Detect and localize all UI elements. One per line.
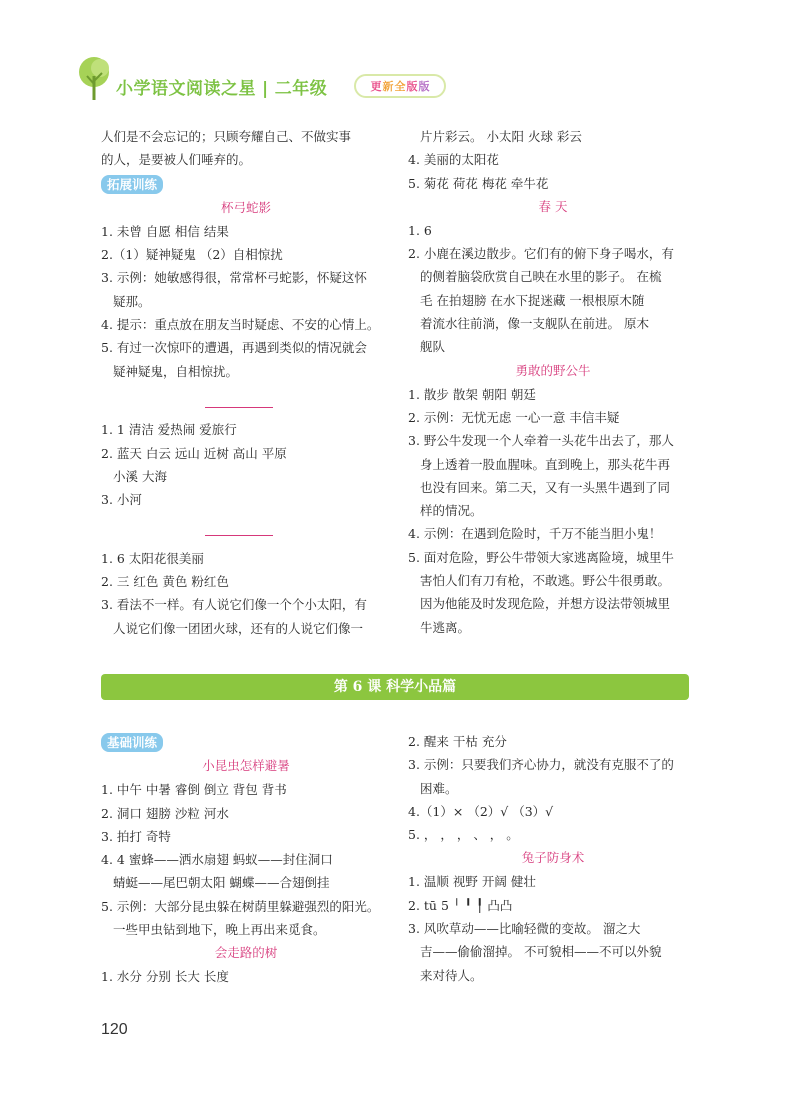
answer-line: 3. 看法不一样。有人说它们像一个个小太阳，有 <box>101 597 367 613</box>
right-column-bottom <box>408 730 698 987</box>
story-title: 春 天 <box>538 198 568 214</box>
book-title: 小学语文阅读之星 | 二年级 <box>116 79 328 99</box>
story-title: 兔子防身术 <box>521 850 585 866</box>
left-column <box>101 125 391 640</box>
answer-line: 2. 蓝天 白云 远山 近树 高山 平原 <box>101 445 287 461</box>
answer-line: 1. 中午 中暑 睿倒 倒立 背包 背书 <box>101 782 287 798</box>
title-rule <box>101 523 391 546</box>
answer-line: 3. 拍打 奇特 <box>101 828 171 844</box>
answer-line: 5. 菊花 荷花 梅花 牵牛花 <box>408 175 549 191</box>
answer-line: 蜻蜓——尾巴朝太阳 蝴蝶——合翅倒挂 <box>113 875 330 891</box>
title-rule <box>101 395 391 418</box>
right-column <box>408 125 698 639</box>
answer-line: 3. 野公牛发现一个人牵着一头花牛出去了，那人 <box>408 433 674 449</box>
section-heading: 基础训练 <box>101 733 163 752</box>
answer-line: 5. 示例：大部分昆虫躲在树荫里躲避强烈的阳光。 <box>101 898 380 914</box>
answer-line: 2. 示例：无忧无虑 一心一意 丰信丰疑 <box>408 409 620 425</box>
answer-line: 1. 温顺 视野 开阔 健壮 <box>408 874 536 890</box>
answer-line: 1. 散步 散架 朝阳 朝廷 <box>408 386 536 402</box>
answer-line: 的侧着脑袋欣赏自己映在水里的影子。 在梳 <box>420 269 662 285</box>
answer-line: 身上透着一股血腥味。直到晚上，那头花牛再 <box>420 456 671 472</box>
answer-line: 5. 有过一次惊吓的遭遇，再遇到类似的情况就会 <box>101 340 367 356</box>
answer-line: 一些甲虫钻到地下，晚上再出来觅食。 <box>113 922 326 938</box>
answer-line: 3. 小河 <box>101 492 142 508</box>
page-number: 120 <box>101 1021 128 1038</box>
answer-line: 2. 洞口 翅膀 沙粒 河水 <box>101 805 229 821</box>
answer-line: 2. 三 红色 黄色 粉红色 <box>101 574 229 590</box>
answer-line: 片片彩云。 小太阳 火球 彩云 <box>420 129 582 144</box>
story-title: 杯弓蛇影 <box>220 199 271 215</box>
answer-line: 也没有回来。第二天，又有一头黑牛遇到了同 <box>420 479 671 495</box>
answer-line: 害怕人们有刀有枪，不敢逃。野公牛很勇敢。 <box>420 573 671 589</box>
story-title: 小昆虫怎样避暑 <box>202 758 290 774</box>
text-line: 人们是不会忘记的；只顾夸耀自己、不做实事 <box>101 129 352 144</box>
answer-line: 舰队 <box>420 339 446 355</box>
answer-line: 1. 6 太阳花很美丽 <box>101 550 204 566</box>
answer-line: 3. 风吹草动——比喻轻微的变故。 溜之大 <box>408 921 641 937</box>
answer-line: 疑神疑鬼，自相惊扰。 <box>113 363 239 379</box>
text-line: 的人，是要被人们唾弃的。 <box>101 152 252 168</box>
answer-line: 5. ， ， ， 、 ， 。 <box>408 827 519 843</box>
answer-line: 4. 示例：在遇到危险时，千万不能当胆小鬼！ <box>408 526 662 542</box>
answer-line: 1. 6 <box>408 222 432 238</box>
story-title: 会走路的树 <box>214 945 278 961</box>
story-title: 勇敢的野公牛 <box>515 362 591 378</box>
answer-line: 5. 面对危险，野公牛带领大家逃离险境，城里牛 <box>408 549 674 565</box>
answer-line: 1. 未曾 自愿 相信 结果 <box>101 223 229 239</box>
left-column-bottom <box>101 730 391 989</box>
answer-line: 样的情况。 <box>420 503 483 519</box>
answer-line: 2. 醒来 干枯 充分 <box>408 734 507 749</box>
edition-badge: 更 新 全 版 版 <box>354 74 446 98</box>
answer-line: 吉——偷偷溜掉。 不可貌相——不可以外貌 <box>420 944 662 960</box>
answer-line: 小溪 大海 <box>113 468 167 484</box>
answer-line: 4. 4 蜜蜂——洒水扇翅 蚂蚁——封住洞口 <box>101 852 333 868</box>
answer-line: 毛 在拍翅膀 在水下捉迷藏 一根根原木随 <box>420 292 645 308</box>
answer-line: 困难。 <box>420 780 458 796</box>
answer-line: 着流水往前淌，像一支舰队在前进。 原木 <box>420 316 649 332</box>
answer-line: 4.（1）× （2）√ （3）√ <box>408 803 554 819</box>
answer-line: 1. 1 清洁 爱热闹 爱旅行 <box>101 422 237 438</box>
answer-line: 2. 小鹿在溪边散步。它们有的俯下身子喝水，有 <box>408 246 674 262</box>
answer-line: 1. 水分 分别 长大 长度 <box>101 969 229 985</box>
answer-line: 3. 示例：她敏感得很，常常杯弓蛇影，怀疑这怀 <box>101 270 367 286</box>
answer-line: 因为他能及时发现危险，并想方设法带领城里 <box>420 596 671 612</box>
page-header <box>78 54 478 104</box>
answer-line: 4. 提示：重点放在朋友当时疑虑、不安的心情上。 <box>101 317 380 333</box>
answer-line: 人说它们像一团团火球，还有的人说它们像一 <box>113 620 364 636</box>
tree-icon <box>78 54 114 102</box>
answer-line: 3. 示例：只要我们齐心协力，就没有克服不了的 <box>408 757 674 773</box>
answer-line: 2. tū 5 ╵ ╹ ╿ 凸凸 <box>408 897 513 913</box>
answer-line: 4. 美丽的太阳花 <box>408 152 499 168</box>
answer-line: 2.（1）疑神疑鬼 （2）自相惊扰 <box>101 247 283 263</box>
answer-line: 来对待人。 <box>420 967 483 983</box>
answer-line: 牛逃离。 <box>420 619 471 635</box>
section-heading: 拓展训练 <box>101 175 163 194</box>
lesson-banner: 第 6 课 科学小品篇 <box>101 674 689 700</box>
answer-line: 疑那。 <box>113 293 151 309</box>
